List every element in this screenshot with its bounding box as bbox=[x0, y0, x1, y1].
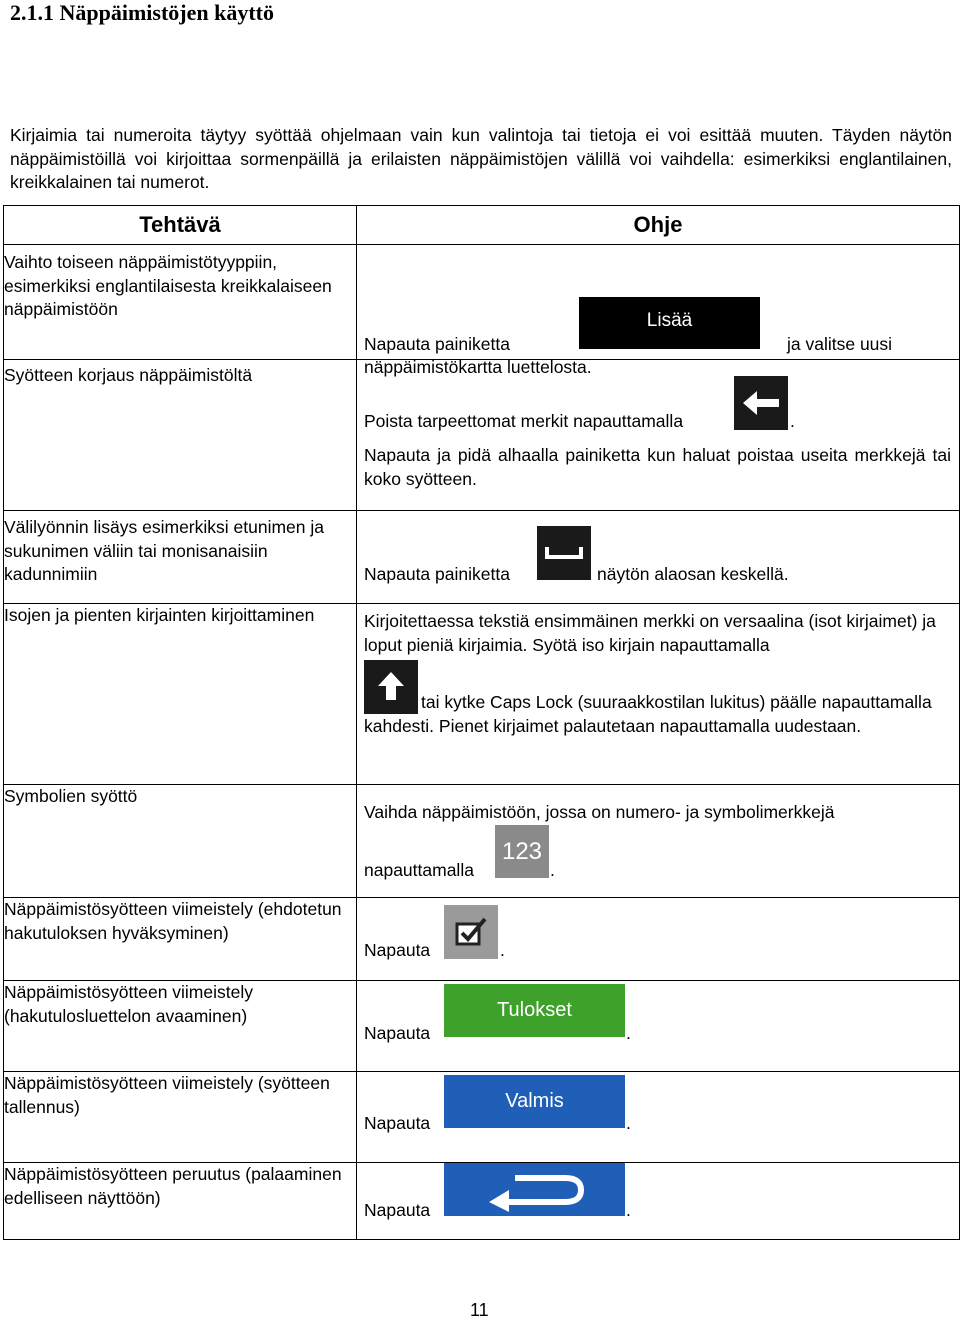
table-row bbox=[4, 898, 960, 981]
help-cell bbox=[357, 1072, 960, 1163]
table-row bbox=[4, 1163, 960, 1240]
column-header-task: Tehtävä bbox=[4, 206, 357, 245]
task-cell bbox=[4, 1072, 357, 1163]
task-cell bbox=[4, 604, 357, 785]
task-cell bbox=[4, 898, 357, 981]
help-period: . bbox=[500, 940, 505, 960]
space-bar-icon[interactable] bbox=[537, 526, 591, 580]
help-text: Poista tarpeettomat merkit napauttamalla bbox=[364, 411, 684, 431]
help-text: Kirjoitettaessa tekstiä ensimmäinen merkki on versaalina (isot kirjaimet) ja loput pieniä kirjaimia. Syötä iso kirjain napauttamalla bbox=[364, 611, 936, 655]
help-period: . bbox=[626, 1023, 631, 1043]
help-cell bbox=[357, 511, 960, 604]
help-text: Napauta bbox=[364, 1023, 431, 1043]
help-period: . bbox=[626, 1200, 631, 1220]
task-text: Isojen ja pienten kirjainten kirjoittaminen bbox=[4, 605, 315, 625]
intro-paragraph bbox=[10, 124, 952, 195]
help-cell bbox=[357, 1163, 960, 1240]
valmis-button[interactable]: Valmis bbox=[444, 1075, 625, 1128]
table-row bbox=[4, 360, 960, 511]
help-cell bbox=[357, 898, 960, 981]
task-text: Näppäimistösyötteen peruutus (palaaminen edelliseen näyttöön) bbox=[4, 1164, 342, 1208]
task-text: Välilyönnin lisäys esimerkiksi etunimen ja sukunimen väliin tai monisanaisiin kadunnimiin bbox=[4, 517, 324, 584]
help-text-continued bbox=[787, 333, 952, 357]
section-heading: 2.1.1 Näppäimistöjen käyttö bbox=[10, 0, 275, 25]
task-cell bbox=[4, 785, 357, 898]
keyboard-usage-table bbox=[3, 205, 960, 1240]
task-text: Näppäimistösyötteen viimeistely (hakutulosluettelon avaaminen) bbox=[4, 982, 253, 1026]
task-text: Symbolien syöttö bbox=[4, 786, 138, 806]
table-row bbox=[4, 604, 960, 785]
task-cell bbox=[4, 1163, 357, 1240]
help-text: Napauta bbox=[364, 940, 431, 960]
help-text: Vaihda näppäimistöön, jossa on numero- ja symbolimerkkejä bbox=[364, 802, 835, 822]
help-text: Napauta bbox=[364, 1113, 431, 1133]
tulokset-button[interactable]: Tulokset bbox=[444, 984, 625, 1037]
help-text-line2: näppäimistökartta luettelosta. bbox=[364, 357, 592, 377]
help-text-b: tai kytke Caps Lock (suuraakkostilan lukitus) päälle napauttamalla kahdesti. Pienet kirjaimet palautetaan napauttamalla uudestaan. bbox=[364, 692, 932, 736]
table-row bbox=[4, 245, 960, 360]
table-row bbox=[4, 785, 960, 898]
task-text: Näppäimistösyötteen viimeistely (syötteen tallennus) bbox=[4, 1073, 330, 1117]
task-cell bbox=[4, 245, 357, 360]
lisaa-button[interactable]: Lisää bbox=[579, 297, 760, 349]
task-text: Näppäimistösyötteen viimeistely (ehdotetun hakutuloksen hyväksyminen) bbox=[4, 899, 342, 943]
task-text: Vaihto toiseen näppäimistötyyppiin, esimerkiksi englantilaisesta kreikkalaiseen näppäimistöön bbox=[4, 252, 332, 319]
task-cell bbox=[4, 360, 357, 511]
help-cell bbox=[357, 245, 960, 377]
task-cell bbox=[4, 511, 357, 604]
help-text: Napauta bbox=[364, 1200, 431, 1220]
back-arrow-icon[interactable] bbox=[444, 1163, 625, 1216]
help-cell bbox=[357, 785, 960, 898]
help-cell bbox=[357, 604, 960, 785]
page-number: 11 bbox=[470, 1300, 489, 1320]
checkbox-icon[interactable] bbox=[444, 905, 498, 959]
help-text-line2: Napauta ja pidä alhaalla painiketta kun haluat poistaa useita merkkejä tai koko syötteen. bbox=[364, 445, 951, 489]
task-text: Syötteen korjaus näppäimistöltä bbox=[4, 365, 253, 385]
help-cell bbox=[357, 981, 960, 1072]
help-text-b: ja valitse uusi bbox=[787, 334, 893, 354]
help-period: . bbox=[550, 860, 555, 880]
help-text: Napauta painiketta bbox=[364, 334, 510, 354]
table-row bbox=[4, 1072, 960, 1163]
help-text-b: napauttamalla bbox=[364, 860, 474, 880]
help-period: . bbox=[790, 411, 795, 431]
numeric-keyboard-button[interactable]: 123 bbox=[495, 825, 549, 878]
table-header-row bbox=[4, 206, 960, 245]
table-row bbox=[4, 981, 960, 1072]
table-row bbox=[4, 511, 960, 604]
help-text: Napauta painiketta bbox=[364, 564, 510, 584]
task-cell bbox=[4, 981, 357, 1072]
backspace-icon[interactable] bbox=[734, 376, 788, 430]
intro-text: Kirjaimia tai numeroita täytyy syöttää ohjelmaan vain kun valintoja tai tietoja ei voi esittää muuten. Täyden näytön näppäimistöillä voi kirjoittaa sormenpäillä ja erilaisten näppäimistöjen välillä voi vaihdella: esimerkiksi englantilainen, kreikkalainen tai numerot. bbox=[10, 125, 952, 192]
help-cell bbox=[357, 360, 960, 511]
column-header-help: Ohje bbox=[357, 206, 960, 245]
help-period: . bbox=[626, 1113, 631, 1133]
help-text-b: näytön alaosan keskellä. bbox=[597, 564, 789, 584]
